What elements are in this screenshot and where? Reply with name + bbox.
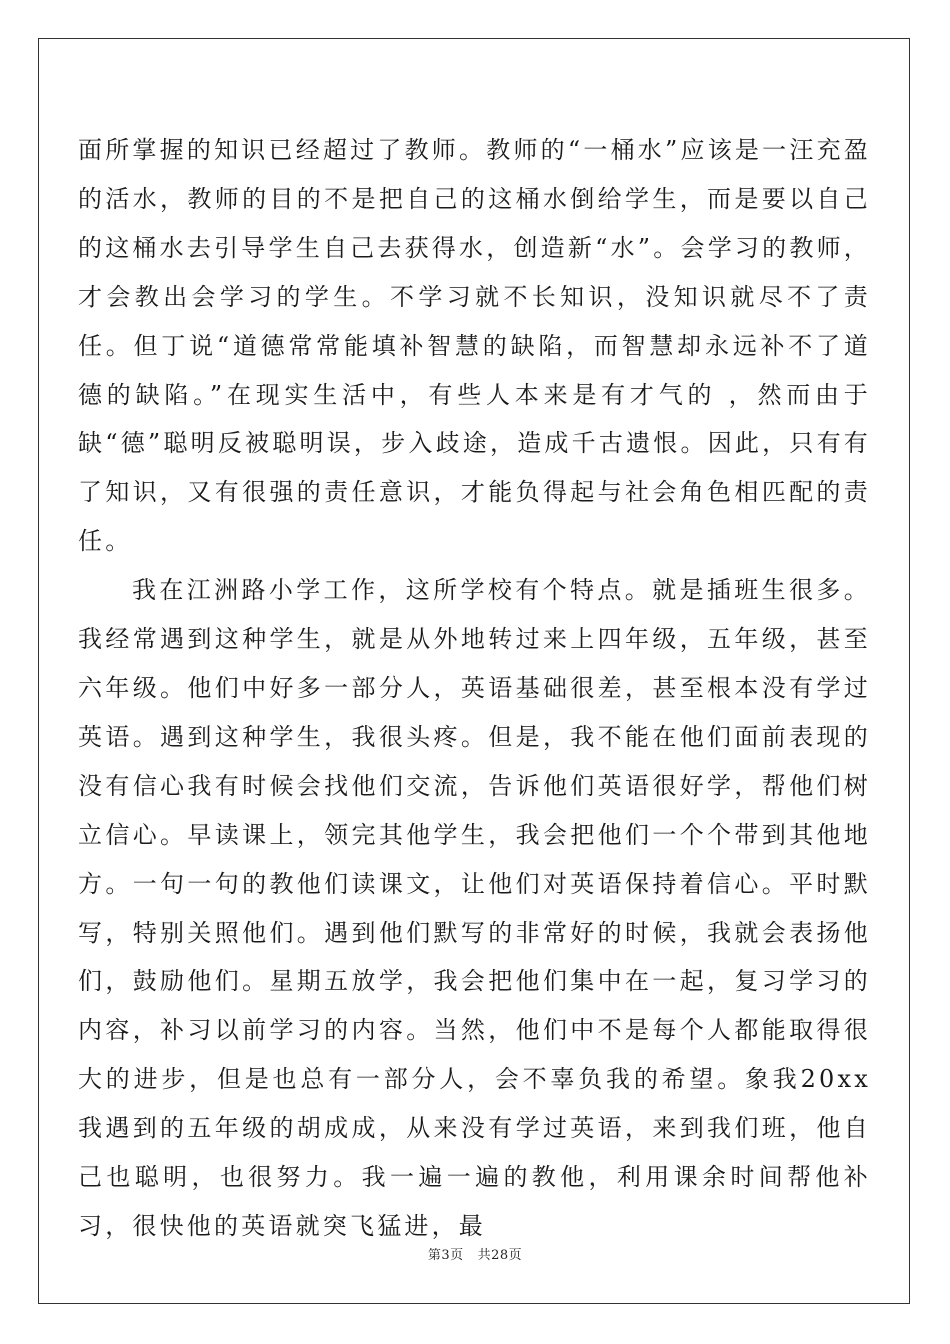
page-total: 共28页 (477, 1248, 523, 1263)
paragraph-2: 我在江洲路小学工作，这所学校有个特点。就是插班生很多。我经常遇到这种学生，就是从外地转过来上四年级，五年级，甚至六年级。他们中好多一部分人，英语基础很差，甚至根本没有学过英语。遇到这种学生，我很头疼。但是，我不能在他们面前表现的没有信心我有时候会找他们交流，告诉他们英语很好学，帮他们树立信心。早读课上，领完其他学生，我会把他们一个个带到其他地方。一句一句的教他们读课文，让他们对英语保持着信心。平时默写，特别关照他们。遇到他们默写的非常好的时候，我就会表扬他们，鼓励他们。星期五放学，我会把他们集中在一起，复习学习的内容，补习以前学习的内容。当然，他们中不是每个人都能取得很大的进步，但是也总有一部分人，会不辜负我的希望。象我20xx我遇到的五年级的胡成成，从来没有学过英语，来到我们班，他自己也聪明，也很努力。我一遍一遍的教他，利用课余时间帮他补习，很快他的英语就突飞猛进，最 (78, 576, 871, 1240)
paragraph-1: 面所掌握的知识已经超过了教师。教师的“一桶水”应该是一汪充盈的活水，教师的目的不是把自己的这桶水倒给学生，而是要以自己的这桶水去引导学生自己去获得水，创造新“水”。会学习的教师，才会教出会学习的学生。不学习就不长知识，没知识就尽不了责任。但丁说“道德常常能填补智慧的缺陷，而智慧却永远补不了道德的缺陷。”在现实生活中，有些人本来是有才气的 ，然而由于缺“德”聪明反被聪明误，步入歧途，造成千古遗恨。因此，只有有了知识，又有很强的责任意识，才能负得起与社会角色相匹配的责任。 (78, 136, 871, 556)
page-footer (0, 1244, 950, 1263)
page-number: 第3页 (427, 1248, 464, 1263)
document-body (78, 126, 871, 1251)
